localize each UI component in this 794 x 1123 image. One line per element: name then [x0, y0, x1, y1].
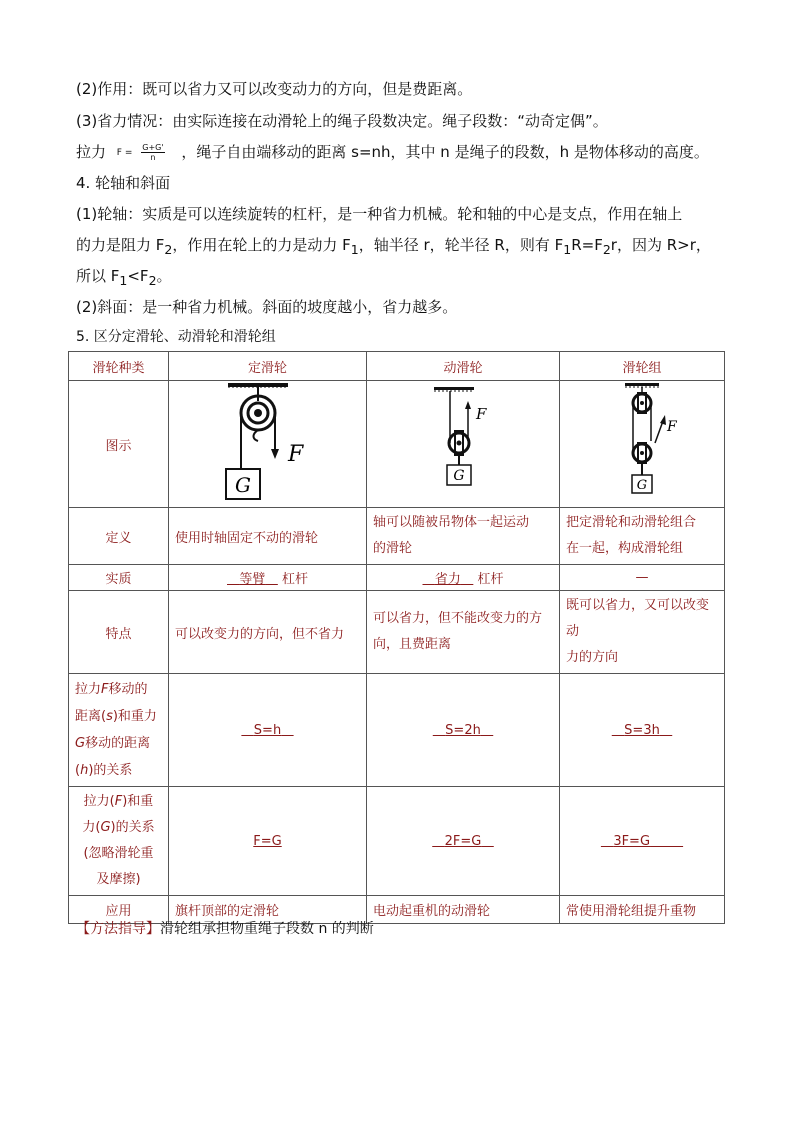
cell-movable-essence: 省力 杠杆 [367, 565, 560, 591]
table-header-cell: 滑轮组 [560, 352, 725, 381]
table-row-definition [69, 508, 725, 565]
table-header-cell: 定滑轮 [169, 352, 367, 381]
cell-block-definition: 把定滑轮和动滑轮组合 在一起，构成滑轮组 [560, 508, 725, 565]
text-line-7: 所以 $F_1<F_2$。 [76, 267, 172, 288]
pulley-comparison-table [68, 351, 725, 924]
cell-movable-definition: 轴可以随被吊物体一起运动 的滑轮 [367, 508, 560, 565]
force-formula: F = $\frac{G+G'}{n}$ [116, 143, 164, 162]
text-line-2: (3)省力情况：由实际连接在动滑轮上的绳子段数决定。绳子段数：“动奇定偶”。 [76, 112, 608, 130]
force-label-f: F [476, 405, 487, 423]
text-line-6: 的力是阻力 $F_2$，作用在轮上的力是动力 $F_1$，轴半径 r，轮半径 R，则有 $F_1R=F_2r$，因为 R>r， [76, 236, 711, 257]
weight-label-g: G [453, 468, 465, 484]
movable-pulley-diagram [367, 381, 560, 508]
row-label: 图示 [69, 381, 169, 508]
cell-movable-force: 2F=G [367, 787, 560, 896]
weight-label-g: G [636, 478, 648, 493]
table-header-cell: 滑轮种类 [69, 352, 169, 381]
pulley-block-diagram [560, 381, 725, 508]
force-label-f: F [667, 419, 677, 435]
method-text: 滑轮组承担物重绳子段数 n 的判断 [160, 921, 374, 937]
row-label: 实质 [69, 565, 169, 591]
row-label: 拉力(F)和重 力(G)的关系 (忽略滑轮重 及摩擦) [69, 787, 169, 896]
method-tag: 【方法指导】 [76, 921, 160, 937]
row-label: 定义 [69, 508, 169, 565]
cell-fixed-force: F=G [169, 787, 367, 896]
cell-movable-application: 电动起重机的动滑轮 [367, 896, 560, 924]
fixed-pulley-diagram [169, 381, 367, 508]
row-label: 特点 [69, 591, 169, 674]
weight-label-g: G [234, 473, 251, 497]
row-label: 应用 [69, 896, 169, 924]
pulley-block-illustration [597, 381, 687, 503]
cell-fixed-feature: 可以改变力的方向，但不省力 [169, 591, 367, 674]
cell-block-feature: 既可以省力，又可以改变动 力的方向 [560, 591, 725, 674]
text-line-8: (2)斜面：是一种省力机械。斜面的坡度越小，省力越多。 [76, 298, 458, 316]
method-guide [76, 918, 374, 938]
cell-block-essence: — [560, 565, 725, 591]
force-label-f: F [287, 442, 303, 467]
text-line-3: 拉力 F = $\frac{G+G'}{n}$ ，绳子自由端移动的距离 s=nh，其中 n 是绳子的段数，h 是物体移动的高度。 [76, 143, 709, 162]
table-row-distance [69, 674, 725, 787]
table-row-essence [69, 565, 725, 591]
table-header-cell: 动滑轮 [367, 352, 560, 381]
text-line-4: 4. 轮轴和斜面 [76, 174, 171, 192]
table-row-diagram [69, 381, 725, 508]
cell-fixed-application: 旗杆顶部的定滑轮 [169, 896, 367, 924]
text-line-1: (2)作用：既可以省力又可以改变动力的方向，但是费距离。 [76, 80, 473, 98]
table-row-force [69, 787, 725, 896]
cell-block-force: 3F=G [560, 787, 725, 896]
row-label: 拉力F移动的 距离(s)和重力 G移动的距离 (h)的关系 [69, 674, 169, 787]
cell-block-distance: S=3h [560, 674, 725, 787]
section-heading-5: 5. 区分定滑轮、动滑轮和滑轮组 [76, 329, 276, 345]
table-header-row [69, 352, 725, 381]
fixed-pulley-illustration [208, 381, 328, 503]
cell-movable-feature: 可以省力，但不能改变力的方 向，且费距离 [367, 591, 560, 674]
cell-movable-distance: S=2h [367, 674, 560, 787]
table-row-feature [69, 591, 725, 674]
cell-fixed-distance: S=h [169, 674, 367, 787]
cell-fixed-essence: 等臂 杠杆 [169, 565, 367, 591]
movable-pulley-illustration [418, 381, 508, 503]
cell-fixed-definition: 使用时轴固定不动的滑轮 [169, 508, 367, 565]
cell-block-application: 常使用滑轮组提升重物 [560, 896, 725, 924]
text-line-5: (1)轮轴：实质是可以连续旋转的杠杆，是一种省力机械。轮和轴的中心是支点，作用在轴上 [76, 205, 683, 223]
